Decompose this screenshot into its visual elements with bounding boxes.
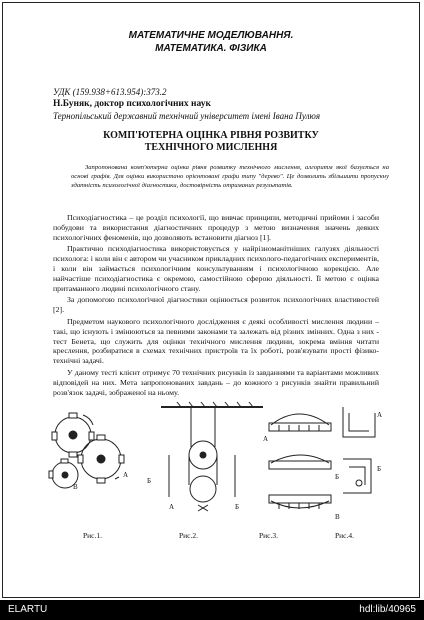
figure-caption-4: Рис.4. bbox=[335, 531, 355, 540]
article-title: КОМП'ЮТЕРНА ОЦІНКА РІВНЯ РОЗВИТКУ bbox=[103, 130, 319, 141]
abstract: Запропонована комп'ютерна оцінка рівня розвитку технічного мислення, алгоритм якої базується на основі графів. Для оцінки використано орієнтовані графи типу "дерево". Це дозволить збільшити пропускну здатність психологічної діагностики, достовірність отриманих результатів. bbox=[71, 164, 389, 189]
label-a-fig3: А bbox=[263, 435, 269, 443]
gears-figure bbox=[49, 413, 124, 488]
label-a-fig4: А bbox=[377, 411, 383, 419]
figure-caption-2: Рис.2. bbox=[179, 531, 199, 540]
repository-name: ELARTU bbox=[8, 604, 48, 615]
label-b-fig4: Б bbox=[377, 465, 382, 473]
journal-section-subheader: МАТЕМАТИКА. ФІЗИКА bbox=[155, 43, 267, 54]
article-title-line2: ТЕХНІЧНОГО МИСЛЕННЯ bbox=[144, 142, 278, 153]
document-page bbox=[2, 2, 420, 598]
handle-id: hdl:lib/40965 bbox=[359, 604, 416, 615]
label-b-fig3: Б bbox=[335, 473, 340, 481]
label-v-fig3: В bbox=[335, 513, 340, 521]
paragraph: Практично психодіагностика використовується у найрізноманітніших галузях діяльності психолога: і коли він є автором чи учасником прикладних психолого-педагогічних експериментів, і коли він займається психологічним консультуванням і психологічною корекцією. Але найчастіше психодіагностика є окремою, самостійною сферою діяльності. Її метою є оцінка притаманного людині психологічного стану. bbox=[53, 244, 379, 293]
frames-figure bbox=[343, 407, 375, 493]
affiliation: Тернопільський державний технічний університет імені Івана Пулюя bbox=[53, 111, 321, 121]
paragraph: Психодіагностика – це розділ психології, що вивчає принципи, методичні прийоми і засоби побудови та використання діагностичних процедур з метою визначення значень деяких психологічних феноменів, що дозволяють встановити діагноз [1]. bbox=[53, 213, 379, 242]
figure-caption-1: Рис.1. bbox=[83, 531, 103, 540]
udc-code: УДК (159.938+613.954):373.2 bbox=[53, 87, 167, 97]
label-a-fig2: А bbox=[169, 503, 175, 511]
label-v: В bbox=[73, 483, 78, 491]
label-a: А bbox=[123, 471, 129, 479]
footer-bar bbox=[0, 600, 424, 620]
pulley-figure bbox=[161, 402, 263, 511]
journal-section-header: МАТЕМАТИЧНЕ МОДЕЛЮВАННЯ. bbox=[128, 30, 294, 41]
bridges-figure bbox=[269, 414, 331, 509]
label-b: Б bbox=[147, 477, 152, 485]
figure-caption-3: Рис.3. bbox=[259, 531, 279, 540]
paragraph: За допомогою психологічної діагностики оцінюється розвиток психологічних властивостей [2]. bbox=[53, 295, 379, 315]
author: Н.Буняк, доктор психологічних наук bbox=[53, 99, 211, 109]
label-b-fig2: Б bbox=[235, 503, 240, 511]
article-body bbox=[53, 213, 379, 399]
paragraph: У даному тесті клієнт отримує 70 технічних рисунків із завданнями та варіантами можливих відповідей на них. Мета запропонованих завдань – до кожного з рисунків знайти правильний розв'язок задачі, зображеної на ньому. bbox=[53, 367, 379, 397]
paragraph: Предметом наукового психологічного дослідження є деякі особливості мислення людини – такі, що існують і змінюються за певними законами та залежать від різних змінних. Одна з них - тест Бенета, що служить для оцінки технічного мислення людини, зокрема вміння читати креслення, розбиратися в схемах технічних пристроїв та їх роботі, розв'язувати прості фізико-технічні задачі. bbox=[53, 316, 379, 366]
